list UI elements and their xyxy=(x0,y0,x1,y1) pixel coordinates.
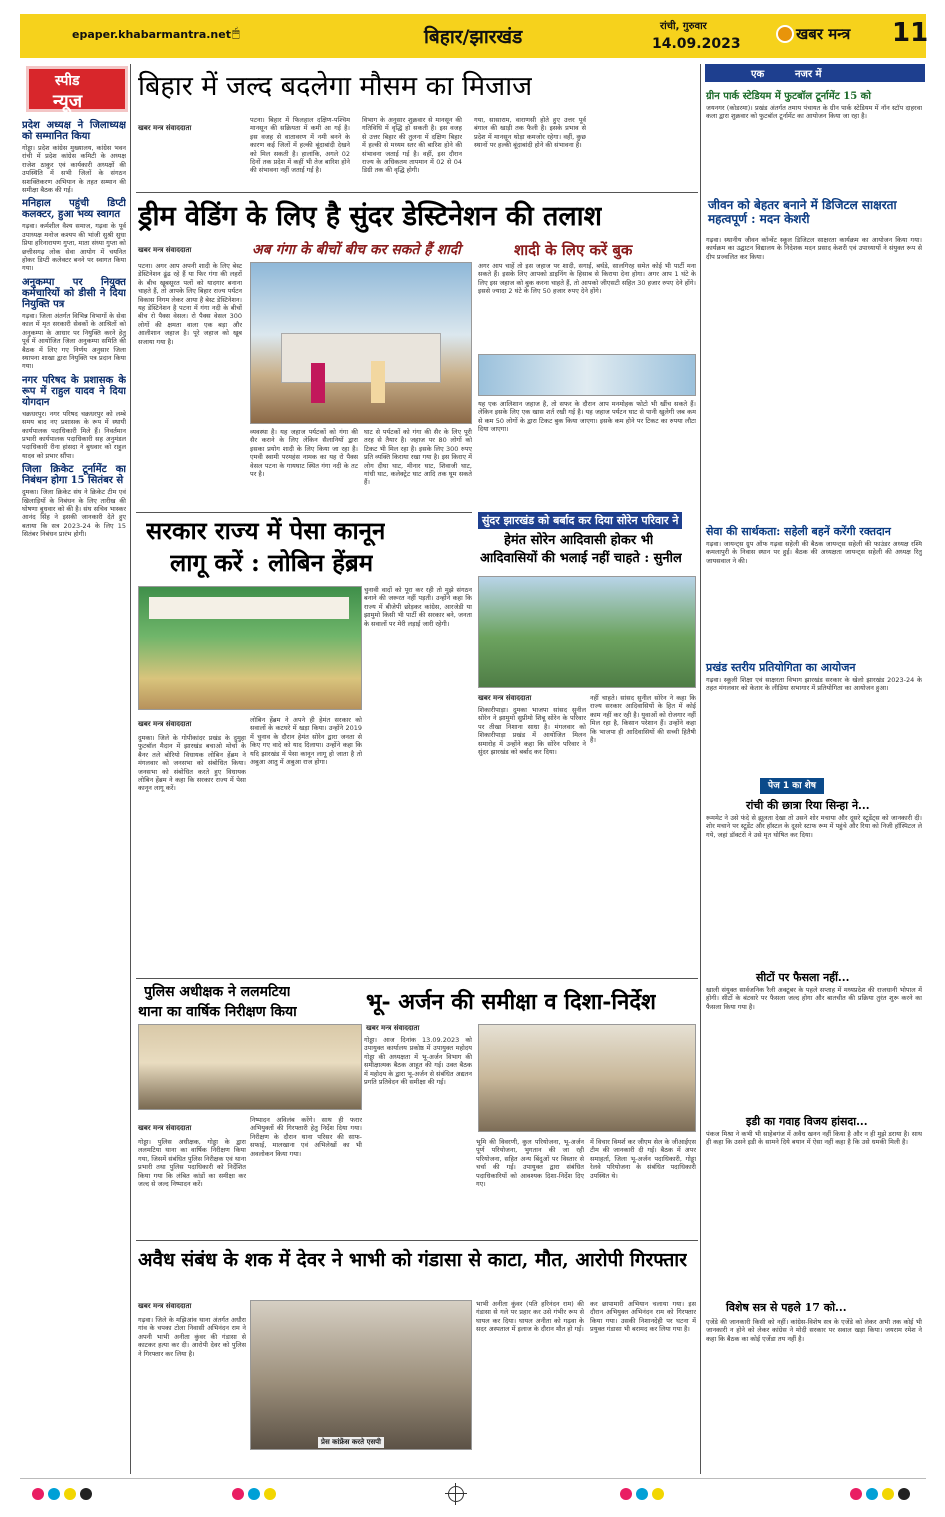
weather-col-3: गया, सासाराम, वाराणसी होते हुए उत्तर पूर्व बंगाल की खाड़ी तक फैली है। इसके प्रभाव से प्रदेश में मानसून थोड़ा कमजोर रहेगा। वहीं, कुछ स्थानों पर हल्की बूंदाबांदी होने की संभावना है। xyxy=(474,116,586,150)
page-number: 11 xyxy=(892,18,929,48)
crime-col-2: भाभी अनीता कुंवर (पति हरिनंदन राम) की गंडासा से गले पर प्रहार कर उसे गंभीर रूप से घायल कर दिया। घायल अनीता को गढ़वा के सदर अस्पताल में इलाज के दौरान मौत हो गई। xyxy=(476,1300,584,1334)
section-divider xyxy=(136,978,698,979)
page-one-continued-tag: पेज 1 का शेष xyxy=(760,778,824,794)
hembram-col-1: दुमका। जिले के गोपीकांदर प्रखंड के दुमुहा फुटबॉल मैदान में झारखंड बचाओ मोर्चा के बैनर तले बोरियो विधायक लोबिन हेंब्रम ने मंगलवार को जनसभा को संबोधित किया। जनसभा को संबोधित करते हुए विधायक लोबिन हेंब्रम ने कहा कि सरकार राज्य में पेसा कानून लागू करें। xyxy=(138,734,246,793)
right-story8-body: एजेंडे की जानकारी किसी को नहीं। कांग्रेस-विशेष सत्र के एजेंडे को लेकर अभी तक कोई भी जानकारी न होने को लेकर कांग्रेस ने मोदी सरकार पर सवाल खड़ा किया। जयराम रमेश ने कहा कि बैठक का कोई एजेंडा तय नहीं है। xyxy=(706,1318,922,1343)
police-col-1: गोड्डा। पुलिस अधीक्षक, गोड्डा के द्वारा ललमटिया थाना का वार्षिक निरीक्षण किया गया, जिसमें संबंधित पुलिस निरीक्षक एवं थाना प्रभारी तथा पुलिस पदाधिकारी को निर्देशित किया गया कि लंबित कांडों का समीक्षा कर जल्द से जल्द निष्पादन करें। xyxy=(138,1138,246,1189)
registration-mark xyxy=(866,1488,878,1500)
right-story5-body: रूममेट ने उसे फंदे से झूलता देखा तो उसने शोर मचाया और दूसरे स्टूडेंट्स को जानकारी दी। शोर मचाने पर स्टूडेंट और हॉस्टल के दूसरे स्टाफ रूम में पहुंचे और रिया को निजी हॉस्पिटल ले गये, जहां डॉक्टरों ने उसे मृत घोषित कर दिया। xyxy=(706,814,922,839)
left-story-title: प्रदेश अध्यक्ष ने जिलाध्यक्ष को सम्मानित किया xyxy=(22,120,126,142)
right-story4-body: गढ़वा। स्कूली शिक्षा एवं साक्षरता विभाग झारखंड सरकार के खेलो झारखंड 2023-24 के तहत मंगलवार को केतार के लीडिया सभागार में प्रतियोगिता का आयोजन हुआ। xyxy=(706,676,922,693)
police-byline: खबर मन्त्र संवाददाता xyxy=(138,1124,192,1132)
left-story-title: जिला क्रिकेट टूर्नामेंट का निबंधन होगा 15 सितंबर से xyxy=(22,464,126,487)
wedding-col-5: यह एक आलिशान जहाज है, तो सफर के दौरान आप मनमोहक फोटो भी खींच सकते हैं। लेकिन इसके लिए एक खास शर्त रखी गई है। यह जहाज पर्यटन घाट से पानी खुलेगी जब कम से कम 50 लोगों के द्वारा टिकट बुक किया जाएगा। इसके कम होने पर टिकट का रुपया लौटा दिया जाएगा। xyxy=(478,400,696,434)
speed-news-badge xyxy=(26,66,128,112)
section-divider xyxy=(136,512,472,513)
registration-mark xyxy=(48,1488,60,1500)
meeting-photo xyxy=(478,1024,696,1132)
right-story2-title: जीवन को बेहतर बनाने में डिजिटल साक्षरता महत्वपूर्ण : मदन केशरी xyxy=(708,198,897,226)
wedding-headline: ड्रीम वेडिंग के लिए है सुंदर डेस्टिनेशन की तलाश xyxy=(138,201,603,232)
left-story-body: गढ़वा। कर्मशील वैश्य समाज, गढ़वा के पूर्व उपाध्यक्ष मनोज कश्यप की भांजी सुश्री सुधा प्रिया हरिनारायण गुप्ता, माता संध्या गुप्ता को छत्तीसगढ़ लोक सेवा आयोग में चयनित होकर डिप्टी कलेक्टर बनने पर स्वागत किया गया। xyxy=(22,222,126,273)
land-col-2: भूमि की विवरणी, कुल परियोजना, भू-अर्जन पूर्ण परियोजना, भुगतान की जा रही परियोजना, सहित अन्य बिंदुओं पर विस्तार से चर्चा की गई। उपायुक्त द्वारा संबंधित पदाधिकारियों को आवश्यक दिशा-निर्देश दिए गए। xyxy=(476,1138,584,1189)
wedding-photo xyxy=(250,262,472,424)
right-story8-title: विशेष सत्र से पहले 17 को... xyxy=(726,1301,847,1314)
soren-col-2: नहीं चाहते। सांसद सुनील सोरेन ने कहा कि राज्य सरकार आदिवासियों के हित में कोई काम नहीं कर रही है। युवाओं को रोजगार नहीं मिल रहा है, किसान परेशान हैं। उन्होंने कहा कि भाजपा ही आदिवासियों की सच्ची हितैषी है। xyxy=(590,694,696,745)
registration-mark xyxy=(32,1488,44,1500)
soren-kicker: सुंदर झारखंड को बर्बाद कर दिया सोरेन परिवार ने xyxy=(478,512,682,529)
right-story5-title: रांची की छात्रा रिया सिन्हा ने... xyxy=(746,799,870,812)
site-url[interactable]: epaper.khabarmantra.net xyxy=(72,28,231,41)
registration-mark xyxy=(652,1488,664,1500)
brand-name: खबर मन्त्र xyxy=(796,25,851,43)
mouse-icon: 🖱 xyxy=(232,26,240,41)
badge-bottom: न्यूज xyxy=(53,91,83,112)
soren-headline-1: हेमंत सोरेन आदिवासी होकर भी xyxy=(504,533,654,548)
masthead xyxy=(20,14,929,58)
right-story1-body: जयनगर (कोडरमा)। प्रखंड अंतर्गत तमाय पंचायत के ग्रीन पार्क स्टेडियम में नॉन स्टॉप दाहरवा कला द्वारा शुक्रवार को फुटबॉल टूर्नामेंट का आयोजन किया जा रहा है। xyxy=(706,104,922,121)
land-col-1: गोड्डा। आज दिनांक 13.09.2023 को उपायुक्त कार्यालय प्रकोष्ठ में उपायुक्त महोदय गोड्डा की अध्यक्षता में भू-अर्जन विभाग की समीक्षात्मक बैठक आहूत की गई। उक्त बैठक में महोदय के द्वारा भू-अर्जन से संबंधित अद्यतन प्रगति प्रतिवेदन की समीक्षा की गई। xyxy=(364,1036,472,1087)
city-day: रांची, गुरुवार xyxy=(660,21,707,32)
police-headline-2: थाना का वार्षिक निरीक्षण किया xyxy=(138,1004,297,1020)
registration-mark xyxy=(264,1488,276,1500)
bottom-rule xyxy=(20,1478,926,1479)
nazar-tag: नजर में xyxy=(795,69,822,80)
weather-intro-spacer xyxy=(138,136,242,186)
rally-photo xyxy=(138,586,362,710)
right-story3-title: सेवा की सार्थकता: सहेली बहनें करेंगी रक्तदान xyxy=(706,525,891,538)
crime-headline: अवैध संबंध के शक में देवर ने भाभी को गंडासा से काटा, मौत, आरोपी गिरफ्तार xyxy=(138,1249,687,1271)
badge-top: स्पीड xyxy=(55,73,80,89)
hembram-headline-1: सरकार राज्य में पेसा कानून xyxy=(146,516,386,545)
registration-mark xyxy=(620,1488,632,1500)
right-story7-body: पंकज मिश्रा ने कभी भी साहेबगंज में अवैध खनन नहीं किया है और न ही मुझे डराया है। साथ ही कहा कि उसने इडी के सामने दिये बयान में ऐसा नहीं कहा है कि उसे धमकी मिली है। xyxy=(706,1130,922,1147)
crime-byline: खबर मन्त्र संवाददाता xyxy=(138,1302,192,1310)
weather-byline: खबर मन्त्र संवाददाता xyxy=(138,124,192,132)
hembram-col-2: लोबिन हेंब्रम ने अपने ही हेमंत सरकार को सवालों के कटघरे में खड़ा किया। उन्होंने 2019 में चुनाव के दौरान हेमंत सोरेन द्वारा जनता से किए गए वादे को याद दिलाया। उन्होंने कहा कि यदि झारखंड में पेसा कानून लागू हो जाता है तो अबुआ आतु में अबुआ राज होगा। xyxy=(250,716,362,767)
photo-caption: प्रेस कांफ्रेंस करते एसपी xyxy=(318,1437,384,1448)
press-conference-photo xyxy=(250,1300,472,1450)
police-headline-1: पुलिस अधीक्षक ने ललमटिया xyxy=(144,984,291,1000)
registration-mark xyxy=(80,1488,92,1500)
ek-nazar-badge xyxy=(705,64,925,82)
left-story-body: गोड्डा। प्रदेश कांग्रेस मुख्यालय, कांग्रेस भवन रांची में प्रदेश कांग्रेस कमिटी के अध्यक्ष राजेश ठाकुर एवं कार्यकारी अध्यक्षों की उपस्थिति में सभी जिलों के संगठन सशक्तिकरण अभियान के तहत सम्मान की समीक्षा बैठक की गई। xyxy=(22,144,126,195)
soren-byline: खबर मन्त्र संवाददाता xyxy=(478,694,532,702)
soren-photo xyxy=(478,576,696,688)
right-story4-title: प्रखंड स्तरीय प्रतियोगिता का आयोजन xyxy=(706,661,856,674)
banner-shape xyxy=(149,597,349,619)
right-story2-body: गढ़वा। स्थानीय जीवन कॉन्वेंट स्कूल डिजिटल साक्षरता कार्यक्रम का आयोजन किया गया। कार्यक्रम का उद्घाटन विद्यालय के निदेशक मदन प्रसाद केशरी एवं उपाध्यायों ने संयुक्त रूप से दीप प्रज्वलित कर किया। xyxy=(706,236,922,261)
registration-mark xyxy=(882,1488,894,1500)
left-story-title: नगर परिषद के प्रशासक के रूप में राहुल यादव ने दिया योगदान xyxy=(22,374,126,408)
ship-photo xyxy=(478,354,696,396)
groom-figure xyxy=(371,361,385,403)
left-story-body: दुमका। जिला क्रिकेट संघ ने क्रिकेट टीम एवं खिलाड़ियों के निबंधन के लिए तारीख की घोषणा बुधवार को की है। संघ सचिव भास्कर आनंद सिंह ने इसकी जानकारी देते हुए बताया कि सत्र 2023-24 के लिए 15 सितंबर निबंधन प्रारंभ होगी। xyxy=(22,488,126,539)
right-story1-title: ग्रीन पार्क स्टेडियम में फुटबॉल टूर्नामेंट 15 को xyxy=(706,91,871,102)
brand-logo-icon xyxy=(776,25,794,43)
section-divider xyxy=(136,1240,698,1241)
left-story-body: गढ़वा। जिला अंतर्गत विभिन्न विभागों के सेवा काल में मृत सरकारी सेवकों के आश्रितों को अनुकम्पा के आधार पर नियुक्ति करने हेतु पूर्व में आयोजित जिला अनुकम्पा समिति की बैठक में लिए गए निर्णय अनुसार जिला स्थापना शाखा द्वारा नियुक्ति पत्र प्रदान किया गया। xyxy=(22,311,126,371)
column-divider xyxy=(700,64,701,1474)
section-title: बिहार/झारखंड xyxy=(424,26,523,48)
issue-date: 14.09.2023 xyxy=(652,36,741,52)
weather-col-1: पटना। बिहार में फिलहाल दक्षिण-पश्चिम मानसून की सक्रियता में कमी आ गई है। इस वजह से वातावरण में नमी बनने के कारण कई जिलों में हल्की बूंदाबांदी देखने को मिल सकती है। हालांकि, अगले 02 दिनों तक प्रदेश में कहीं भी तेज बारिश होने की संभावना नहीं जताई गई है। xyxy=(250,116,350,175)
hembram-col-3: चुनावी वादों को पूरा कर रही तो मुझे संगठन बनाने की जरूरत नहीं पड़ती। उन्होंने कहा कि राज्य में बीजेपी छोड़कर कांग्रेस, आरजेडी या झामुमो किसी भी पार्टी की सरकार बने, जनता के सवालों पर मेरी लड़ाई जारी रहेगी। xyxy=(364,586,472,628)
left-story-title: अनुकम्पा पर नियुक्त कर्मचारियों को डीसी ने दिया नियुक्ति पत्र xyxy=(22,276,126,310)
wedding-byline: खबर मन्त्र संवाददाता xyxy=(138,246,192,254)
soren-headline-2: आदिवासियों की भलाई नहीं चाहते : सुनील xyxy=(480,551,682,566)
right-story3-body: गढ़वा। जायन्ट्स ग्रुप ऑफ गढ़वा सहेली की बैठक जायन्ट्स सहेली की फाउंडर अध्यक्ष रश्मि कमलापुरी के निवास स्थान पर हुई। बैठक की अध्यक्षता जायन्ट्स सहेली की अध्यक्ष रितु जायसवाल ने की। xyxy=(706,540,922,565)
right-story7-title: इडी का गवाह विजय हांसदा... xyxy=(746,1115,868,1128)
left-news-column xyxy=(22,116,126,1476)
wedding-col-3: घाट से पर्यटकों को गंगा की सैर के लिए पूरी तरह से तैयार है। जहाज पर 80 लोगों को टिकट भी मिल रहा है। इसके लिए 300 रुपए प्रति व्यक्ति किराया रखा गया है। इस किराए में लोग दीघा घाट, मीनार घाट, शिवाजी घाट, गांधी घाट, कलेक्ट्रेट घाट आदि तक घूम सकते हैं। xyxy=(364,428,472,487)
registration-mark xyxy=(636,1488,648,1500)
crime-col-1: गढ़वा। जिले के मझिआंव थाना अंतर्गत अधौरा गांव के चपका टोला निवासी अभिनंदन राम ने अपनी भाभी अनीता कुंवर की गंडासा से काटकर हत्या कर दी। आरोपी देवर को पुलिस ने गिरफ्तार कर लिया है। xyxy=(138,1316,246,1358)
land-col-4: में विचार विमर्श कर जीएम सेल के जीआईएस टीम की जानकारी दी गई। बैठक में अपर समाहर्ता, जिला भू-अर्जन पदाधिकारी, गोड्डा रेलवे परियोजना के संबंधित पदाधिकारी उपस्थित थे। xyxy=(590,1138,696,1180)
wedding-col-1: पटना। अगर आप अपनी शादी के लिए बेस्ट डेस्टिनेशन ढूंढ रहे हैं या फिर गंगा की लहरों के बीच खूबसूरत पलों को यादगार बनाना चाहते हैं, तो आपके लिए बिहार राज्य पर्यटन विकास निगम लेकर आया है बेस्ट डेस्टिनेशन। यह डेस्टिनेशन है पटना में गंगा नदी के बीचों बीच रो पैक्स वेसल। रो पैक्स वेसल 300 लोगों की क्षमता वाला एक बड़ा और आलीशान जहाज है। पूरे जहाज को खूब सजाया गया है। xyxy=(138,262,242,346)
right-story6-title: सीटों पर फैसला नहीं... xyxy=(756,971,850,984)
registration-mark xyxy=(248,1488,260,1500)
section-divider xyxy=(136,192,698,193)
police-col-2: निष्पादन अविलंब करेंगे। साथ ही फरार अभियुक्तों की गिरफ्तारी हेतु निर्देश दिया गया। निरीक्षण के दौरान थाना परिसर की साफ-सफाई, मालखाना एवं अभिलेखों का भी अवलोकन किया गया। xyxy=(250,1116,362,1158)
soren-col-1: शिकारीपाड़ा। दुमका भाजपा सांसद सुनील सोरेन ने झामुमो सुप्रीमो शिबू सोरेन के परिवार पर तीखा निशाना साधा है। मंगलवार को शिकारीपाड़ा प्रखंड में आयोजित मिलन समारोह में उन्होंने कहा कि सोरेन परिवार ने सुंदर झारखंड को बर्बाद कर दिया। xyxy=(478,706,586,757)
registration-mark xyxy=(850,1488,862,1500)
hembram-headline-2: लागू करें : लोबिन हेंब्रम xyxy=(170,548,374,577)
land-headline: भू- अर्जन की समीक्षा व दिशा-निर्देश xyxy=(366,989,656,1015)
crosshair-icon xyxy=(448,1486,464,1502)
hembram-byline: खबर मन्त्र संवाददाता xyxy=(138,720,192,728)
bride-figure xyxy=(311,363,325,403)
right-story6-body: खाली संयुक्त सार्वजनिक रैली अक्टूबर के पहले सप्ताह में मध्यप्रदेश की राजधानी भोपाल में होगी। सीटों के बंटवारे पर फैसला जल्द होगा और बातचीत की प्रक्रिया तुरंत शुरू करने का फैसला किया गया है। xyxy=(706,986,922,1011)
registration-mark xyxy=(64,1488,76,1500)
registration-mark xyxy=(898,1488,910,1500)
police-photo xyxy=(138,1024,362,1110)
land-byline: खबर मन्त्र संवाददाता xyxy=(366,1024,420,1032)
wedding-sub-right: शादी के लिए करें बुक xyxy=(514,241,633,259)
left-story-body: चक्रधरपुर। नगर परिषद चक्रधरपुर को लम्बे समय बाद नए प्रशासक के रूप में स्थायी कार्यपालक पदाधिकारी मिले हैं। निवर्तमान प्रभारी कार्यपालक पदाधिकारी सह अनुमंडल पदाधिकारी रीना हांसदा ने बुधवार को राहुल यादव को प्रभार सौंपा। xyxy=(22,409,126,460)
right-story2-title-line1 xyxy=(708,198,920,226)
crime-col-3: कर छापामारी अभियान चलाया गया। इस दौरान अभियुक्त अभिनंदन राम को गिरफ्तार किया गया। उसकी निशानदेही पर घटना में प्रयुक्त गंडासा भी बरामद कर लिया गया है। xyxy=(590,1300,696,1334)
boat-shape xyxy=(281,333,441,383)
left-story-title: मनिहाल पहुंची डिप्टी कलक्टर, हुआ भव्य स्वागत xyxy=(22,198,126,221)
weather-col-2: विभाग के अनुसार शुक्रवार से मानसून की गतिविधि में वृद्धि हो सकती है। इस वजह से उत्तर बिहार की तुलना में दक्षिण बिहार में हल्की से मध्यम स्तर की बारिश होने की संभावना जताई गई है। वहीं, इस दौरान राज्य के अधिकतम तापमान में 02 से 04 डिग्री तक की वृद्धि होगी। xyxy=(362,116,462,175)
wedding-col-2: व्यवस्था है। यह जहाज पर्यटकों को गंगा की सैर कराने के लिए लेकिन सैलानियों द्वारा इसका प्रयोग शादी के लिए किया जा रहा है। एमवी स्वामी परमहंस नामक का यह रो पैक्स वेसल पटना के गायघाट स्थित गंगा नदी के तट पर है। xyxy=(250,428,358,479)
ek-tag: एक xyxy=(751,69,765,80)
wedding-col-4: अगर आप चाहें तो इस जहाज पर शादी, सगाई, बर्थडे, सालगिरह समेत कोई भी पार्टी मना सकते हैं। इसके लिए आपको डाइनिंग के हिसाब से किराया देना होगा। अगर आप 1 घंटे के लिए इस जहाज को बुक करना चाहते हैं, तो आपको जीएसटी सहित 30 हजार रुपए देने होंगे। इससे ज्यादा 2 घंटे के लिए 50 हजार रुपए देने होंगे। xyxy=(478,262,696,296)
column-divider xyxy=(130,64,131,1474)
wedding-sub-left: अब गंगा के बीचों बीच कर सकते हैं शादी xyxy=(252,242,461,258)
registration-mark xyxy=(232,1488,244,1500)
weather-headline: बिहार में जल्द बदलेगा मौसम का मिजाज xyxy=(138,71,533,102)
